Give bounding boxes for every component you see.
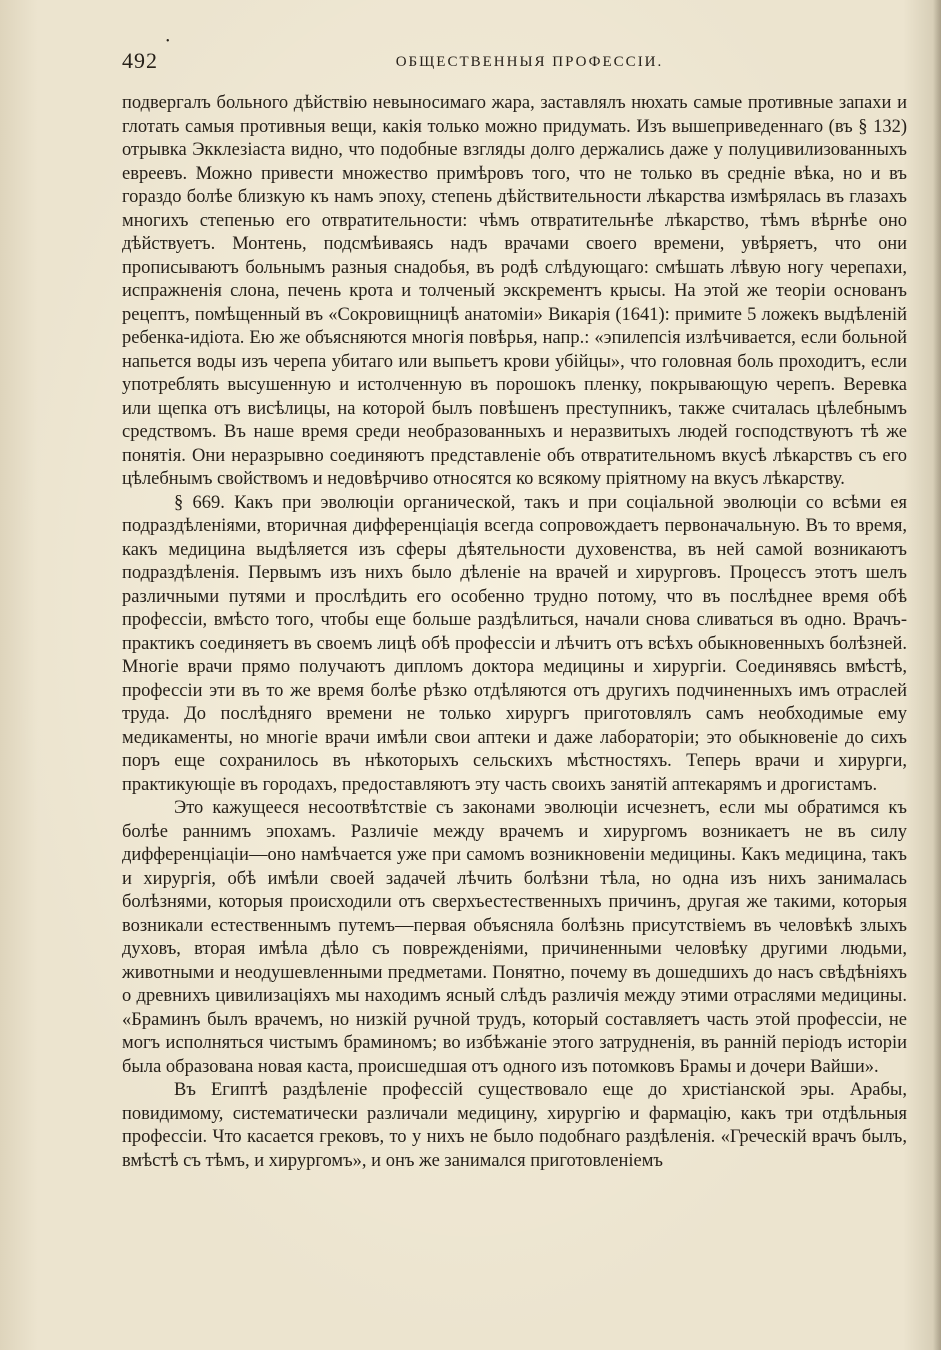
paragraph-1: подвергалъ больного дѣйствію невыносимаго жара, заставлялъ нюхать самые противные запахи и глотать самыя противныя вещи, какія только можно придумать. Изъ вышеприведеннаго (въ § 132) отрывка Экклезіаста видно, что подобные взгляды долго держались даже у полуцивилизованныхъ евреевъ. Можно привести множество примѣровъ того, что не только въ средніе вѣка, но и въ гораздо болѣе близкую къ намъ эпоху, степень дѣйствительности лѣкарства измѣрялась въ глазахъ многихъ степенью его отвратительности: чѣмъ отвратительнѣе лѣкарство, тѣмъ вѣрнѣе оно дѣйствуетъ. Монтень, подсмѣиваясь надъ врачами своего времени, увѣряетъ, что они прописываютъ больнымъ разныя снадобья, въ родѣ слѣдующаго: смѣшать лѣвую ногу черепахи, испражненія слона, печень крота и толченый экскрементъ крысы. На этой же теоріи основанъ рецептъ, помѣщенный въ «Сокровищницѣ анатоміи» Викарія (1641): примите 5 ложекъ выдѣленій ребенка-идіота. Ею же объясняются многія повѣрья, напр.: «эпилепсія излѣчивается, если больной напьется воды изъ черепа убитаго или выпьетъ крови убійцы», что головная боль проходитъ, если употреблять высушенную и истолченную въ порошокъ пленку, покрывающую черепъ. Веревка или щепка отъ висѣлицы, на которой былъ повѣшенъ преступникъ, также считалась цѣлебнымъ средствомъ. Въ наше время среди необразованныхъ и неразвитыхъ людей господствуютъ тѣ же понятія. Они неразрывно соединяютъ представленіе объ отвратительномъ вкусѣ лѣкарствъ съ его цѣлебнымъ свойствомъ и недовѣрчиво относятся ко всякому пріятному на вкусъ лѣкарству. — [122, 93, 907, 489]
paragraph-3: Это кажущееся несоотвѣтствіе съ законами эволюціи исчезнетъ, если мы обратимся къ болѣе раннимъ эпохамъ. Различіе между врачемъ и хирургомъ возникаетъ не въ силу дифференціаціи—оно намѣчается уже при самомъ возникновеніи медицины. Какъ медицина, такъ и хирургія, обѣ имѣли своей задачей лѣчить болѣзни тѣла, но одна изъ нихъ занималась болѣзнями, которыя происходили отъ сверхъестественныхъ причинъ, другая же такими, которыя возникали естественнымъ путемъ—первая объясняла болѣзнь присутствіемъ въ человѣкѣ злыхъ духовъ, вторая имѣла дѣло съ поврежденіями, причиненными человѣку другими людьми, животными и неодушевленными предметами. Понятно, почему въ дошедшихъ до насъ свѣдѣніяхъ о древнихъ цивилизаціяхъ мы находимъ ясный слѣдъ различія между этими отраслями медицины. «Браминъ былъ врачемъ, но низкій ручной трудъ, который составляетъ часть этой профессіи, не могъ исполняться чистымъ браминомъ; во избѣжаніе этого затрудненія, въ ранній періодъ исторіи была образована новая каста, происшедшая отъ одного изъ потомковъ Брамы и дочери Вайши». — [122, 798, 907, 1077]
page-edge — [933, 0, 941, 1350]
page-number: 492 — [122, 48, 158, 73]
print-mark: • — [166, 36, 170, 47]
paragraph-4: Въ Египтѣ раздѣленіе профессій существовало еще до христіанской эры. Арабы, повидимому, систематически различали медицину, хирургію и фармацію, какъ три отдѣльныя профессіи. Что касается грековъ, то у нихъ не было подобнаго раздѣленія. «Греческій врачъ былъ, вмѣстѣ съ тѣмъ, и хирургомъ», и онъ же занимался приготовленіемъ — [122, 1080, 907, 1171]
paragraph-2: § 669. Какъ при эволюціи органической, такъ и при соціальной эволюціи со всѣми ея подраздѣленіями, вторичная дифференціація всегда сопровождаетъ первоначальную. Въ то время, какъ медицина выдѣляется изъ сферы дѣятельности духовенства, въ ней самой возникаютъ подраздѣленія. Первымъ изъ нихъ было дѣленіе на врачей и хирурговъ. Процессъ этотъ шелъ различными путями и прослѣдить его особенно трудно потому, что въ послѣднее время обѣ профессіи, вмѣсто того, чтобы еще больше раздѣлиться, начали снова сливаться въ одно. Врачъ-практикъ соединяетъ въ своемъ лицѣ обѣ профессіи и лѣчитъ отъ всѣхъ обыкновенныхъ болѣзней. Многіе врачи прямо получаютъ дипломъ доктора медицины и хирургіи. Соединявясь вмѣстѣ, профессіи эти въ то же время болѣе рѣзко отдѣляются отъ другихъ подчиненныхъ имъ отраслей труда. До послѣдняго времени не только хирургъ приготовлялъ самъ необходимые ему медикаменты, но многіе врачи имѣли свои аптеки и даже лабораторіи; это обыкновеніе до сихъ поръ еще сохранилось въ нѣкоторыхъ сельскихъ мѣстностяхъ. Теперь врачи и хирурги, практикующіе въ городахъ, предоставляютъ эту часть своихъ занятій аптекарямъ и дрогистамъ. — [122, 492, 907, 795]
running-title: ОБЩЕСТВЕННЫЯ ПРОФЕССІИ. — [395, 54, 664, 70]
page-header — [122, 36, 907, 76]
page-body — [122, 92, 907, 1173]
